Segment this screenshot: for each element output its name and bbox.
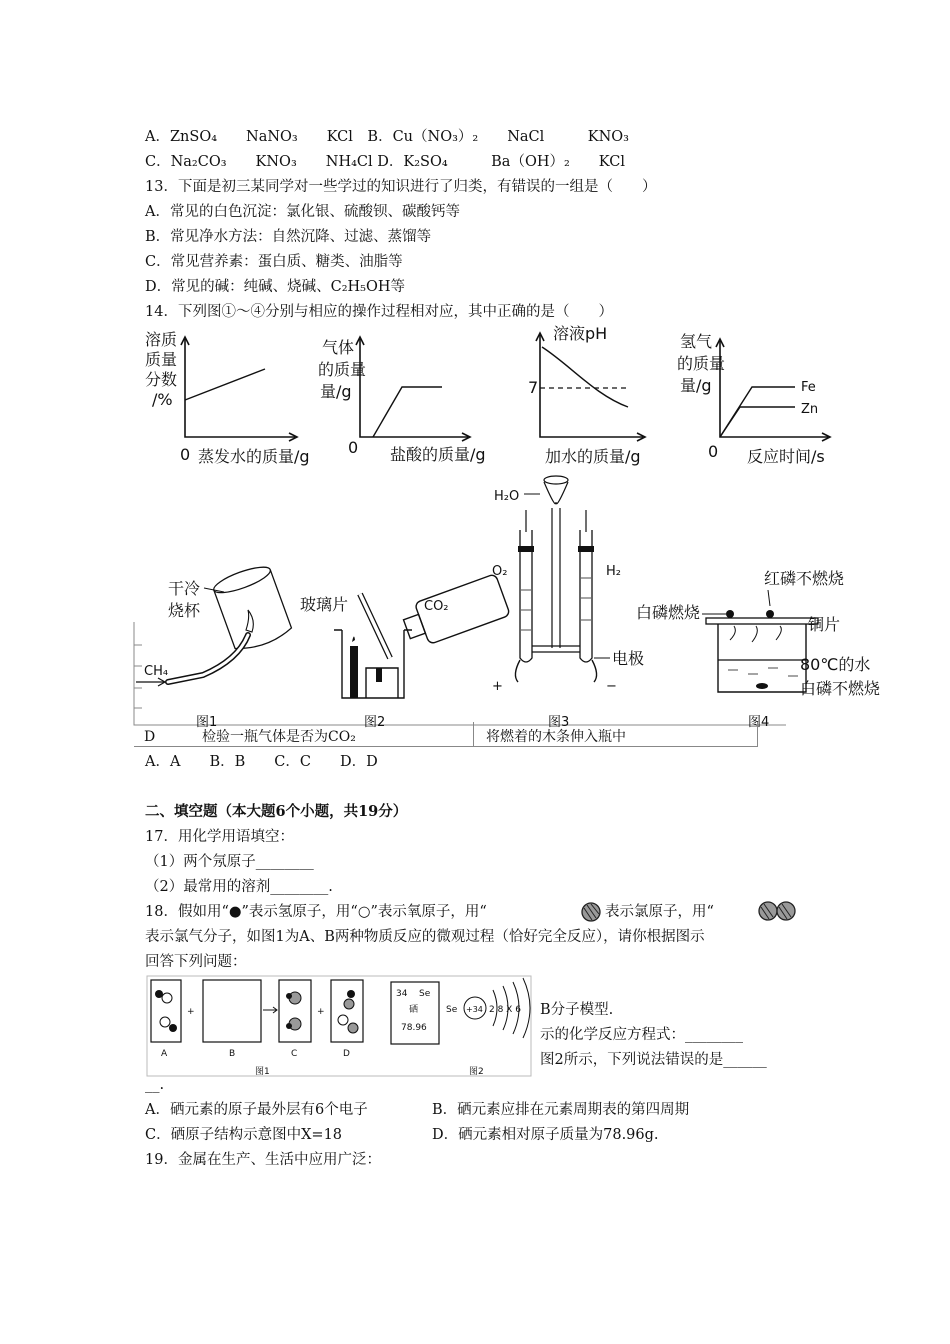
- table-row-d-right: 将燃着的木条伸入瓶中: [486, 729, 626, 745]
- chlorine-molecule-icon: [755, 898, 799, 924]
- svg-text:Se: Se: [419, 989, 431, 999]
- q18-stem-mid: 表示氯原子，用“: [605, 904, 714, 920]
- graph4-ylabel-2: 的质量: [677, 354, 726, 373]
- graph2-origin: 0: [348, 438, 359, 457]
- q12-options-ab: A．ZnSO₄ NaNO₃ KCl B．Cu（NO₃）₂ NaCl KNO₃: [145, 129, 629, 145]
- svg-text:A: A: [161, 1049, 168, 1059]
- svg-text:+: +: [187, 1007, 195, 1017]
- svg-text:78.96: 78.96: [401, 1023, 427, 1033]
- graph4-ylabel-3: 量/g: [680, 376, 712, 395]
- q14-stem: 14．下列图①～④分别与相应的操作过程相对应，其中正确的是（ ）: [145, 304, 613, 320]
- graph3-ylabel: 溶液pH: [553, 325, 608, 343]
- fig1-ch4-burning: [136, 562, 294, 730]
- graph-2: [318, 337, 486, 464]
- q18-option-b: B．硒元素应排在元素周期表的第四周期: [432, 1102, 690, 1118]
- fig3-electrolysis: [492, 476, 644, 730]
- svg-text:图1: 图1: [255, 1067, 270, 1077]
- graph1-origin: 0: [180, 445, 191, 464]
- svg-text:+34: +34: [466, 1005, 483, 1014]
- q13-option-b: B．常见净水方法：自然沉降、过滤、蒸馏等: [145, 229, 432, 245]
- q18-part3-tail: 图2所示，下列说法错误的是______: [540, 1052, 767, 1068]
- graph4-xlabel: 反应时间/s: [747, 447, 825, 466]
- svg-text:Se: Se: [446, 1005, 458, 1015]
- fig4-phosphorus: [636, 569, 880, 730]
- graph3-xlabel: 加水的质量/g: [545, 447, 641, 466]
- graph-1: [145, 330, 310, 466]
- q17-part2: （2）最常用的溶剂________.: [145, 879, 333, 895]
- q18-micro-figure: [143, 972, 533, 1084]
- table-row-d-left: 检验一瓶气体是否为CO₂: [202, 729, 356, 745]
- q18-part2-tail: 示的化学反应方程式：________: [540, 1027, 743, 1043]
- fig4-water: 80℃的水: [800, 655, 871, 674]
- q19-stem: 19．金属在生产、生活中应用广泛：: [145, 1152, 381, 1168]
- q18-part3-blank: __.: [145, 1077, 165, 1093]
- fig3-caption: 图3: [548, 715, 570, 730]
- graph-3: [528, 325, 645, 466]
- graph2-xlabel: 盐酸的质量/g: [390, 445, 486, 464]
- graph3-mark-7: 7: [528, 378, 539, 397]
- q18-stem: 18．假如用“●”表示氢原子，用“○”表示氧原子，用“: [145, 904, 487, 920]
- fig4-caption: 图4: [748, 715, 770, 730]
- q17-stem: 17．用化学用语填空：: [145, 829, 294, 845]
- table-divider: [473, 722, 474, 747]
- svg-text:2 8 X 6: 2 8 X 6: [489, 1005, 521, 1015]
- svg-text:硒: 硒: [409, 1005, 419, 1015]
- svg-text:+: +: [317, 1007, 325, 1017]
- table-border: [134, 622, 786, 725]
- q12-options-cd: C．Na₂CO₃ KNO₃ NH₄Cl D．K₂SO₄ Ba（OH）₂ KCl: [145, 154, 625, 170]
- section-2-title: 二、填空题（本大题6个小题，共19分）: [145, 803, 408, 820]
- fig4-beaker: [718, 624, 806, 692]
- graph1-ylabel-2: 质量: [145, 350, 178, 369]
- graph4-zn-line: [720, 407, 795, 437]
- box-c: [279, 980, 311, 1042]
- graph4-ylabel-1: 氢气: [680, 332, 713, 351]
- q18-option-c: C．硒原子结构示意图中X=18: [145, 1127, 343, 1143]
- q18-stem-3: 回答下列问题：: [145, 954, 247, 970]
- graph2-ylabel-1: 气体: [322, 338, 355, 357]
- fig4-white1: 白磷燃烧: [636, 603, 701, 622]
- fig2-co2-candles: [300, 574, 510, 730]
- box-b: [203, 980, 261, 1042]
- svg-text:B: B: [229, 1049, 236, 1059]
- graph-4: [677, 332, 830, 466]
- graph1-ylabel-1: 溶质: [145, 330, 178, 349]
- q13-option-d: D．常见的碱：纯碱、烧碱、C₂H₅OH等: [145, 279, 406, 295]
- fig1-caption: 图1: [196, 715, 218, 730]
- svg-text:34: 34: [396, 989, 408, 999]
- fig4-copper: 铜片: [808, 615, 841, 634]
- q18-option-a: A．硒元素的原子最外层有6个电子: [145, 1102, 368, 1118]
- table-bottom-border: [134, 746, 758, 747]
- fig2-label: 玻璃片: [300, 595, 349, 614]
- q16-options: A．A B．B C．C D．D: [145, 754, 378, 770]
- svg-text:C: C: [291, 1049, 298, 1059]
- graph4-fe-label: Fe: [801, 380, 816, 395]
- graph1-ylabel-4: /%: [152, 390, 173, 409]
- box-a: [151, 980, 181, 1042]
- q18-option-d: D．硒元素相对原子质量为78.96g.: [432, 1127, 659, 1143]
- graph1-line: [185, 369, 265, 400]
- graph2-axes: [360, 339, 468, 437]
- box-d: [331, 980, 363, 1042]
- fig4-copper-plate: [706, 618, 818, 624]
- fig3-h2: H₂: [606, 564, 621, 579]
- graph1-xlabel: 蒸发水的质量/g: [198, 447, 310, 466]
- fig1-label-2: 烧杯: [168, 601, 201, 620]
- q13-option-c: C．常见营养素：蛋白质、糖类、油脂等: [145, 254, 403, 270]
- fig3-minus: −: [606, 679, 617, 694]
- q15-apparatus-figures: [128, 470, 888, 740]
- svg-text:D: D: [343, 1049, 350, 1059]
- graph4-origin: 0: [708, 442, 719, 461]
- graph2-ylabel-3: 量/g: [320, 382, 352, 401]
- fig3-o2: O₂: [492, 564, 508, 579]
- graph2-ylabel-2: 的质量: [318, 360, 367, 379]
- q18-part1-tail: B分子模型.: [540, 1002, 614, 1018]
- q13-option-a: A．常见的白色沉淀：氯化银、硫酸钡、碳酸钙等: [145, 204, 460, 220]
- fig2-caption: 图2: [364, 715, 386, 730]
- fig4-white2: 白磷不燃烧: [800, 679, 881, 698]
- graph4-fe-line: [720, 387, 795, 437]
- fig4-red: 红磷不燃烧: [764, 569, 845, 588]
- graph1-ylabel-3: 分数: [145, 370, 178, 389]
- graph3-curve: [542, 347, 628, 407]
- fig3-water: H₂O: [494, 489, 520, 504]
- fig2-gas: CO₂: [424, 599, 449, 614]
- q14-graphs: [140, 325, 860, 475]
- svg-text:图2: 图2: [469, 1067, 484, 1077]
- graph2-line: [373, 387, 442, 437]
- fig1-label-1: 干冷: [168, 579, 201, 598]
- chlorine-atom-icon: [578, 900, 604, 924]
- graph1-axes: [185, 339, 295, 437]
- q13-stem: 13．下面是初三某同学对一些学过的知识进行了归类，有错误的一组是（ ）: [145, 179, 657, 195]
- table-row-d-key: D: [144, 729, 156, 745]
- q17-part1: （1）两个氖原子________: [145, 854, 314, 870]
- fig3-plus: +: [492, 679, 503, 694]
- fig1-flame: [246, 610, 253, 632]
- fig3-electrode: 电极: [612, 649, 645, 668]
- graph4-zn-label: Zn: [801, 402, 819, 417]
- fig1-gas: CH₄: [144, 664, 169, 679]
- q18-stem-2: 表示氯气分子，如图1为A、B两种物质反应的微观过程（恰好完全反应），请你根据图示: [145, 929, 705, 945]
